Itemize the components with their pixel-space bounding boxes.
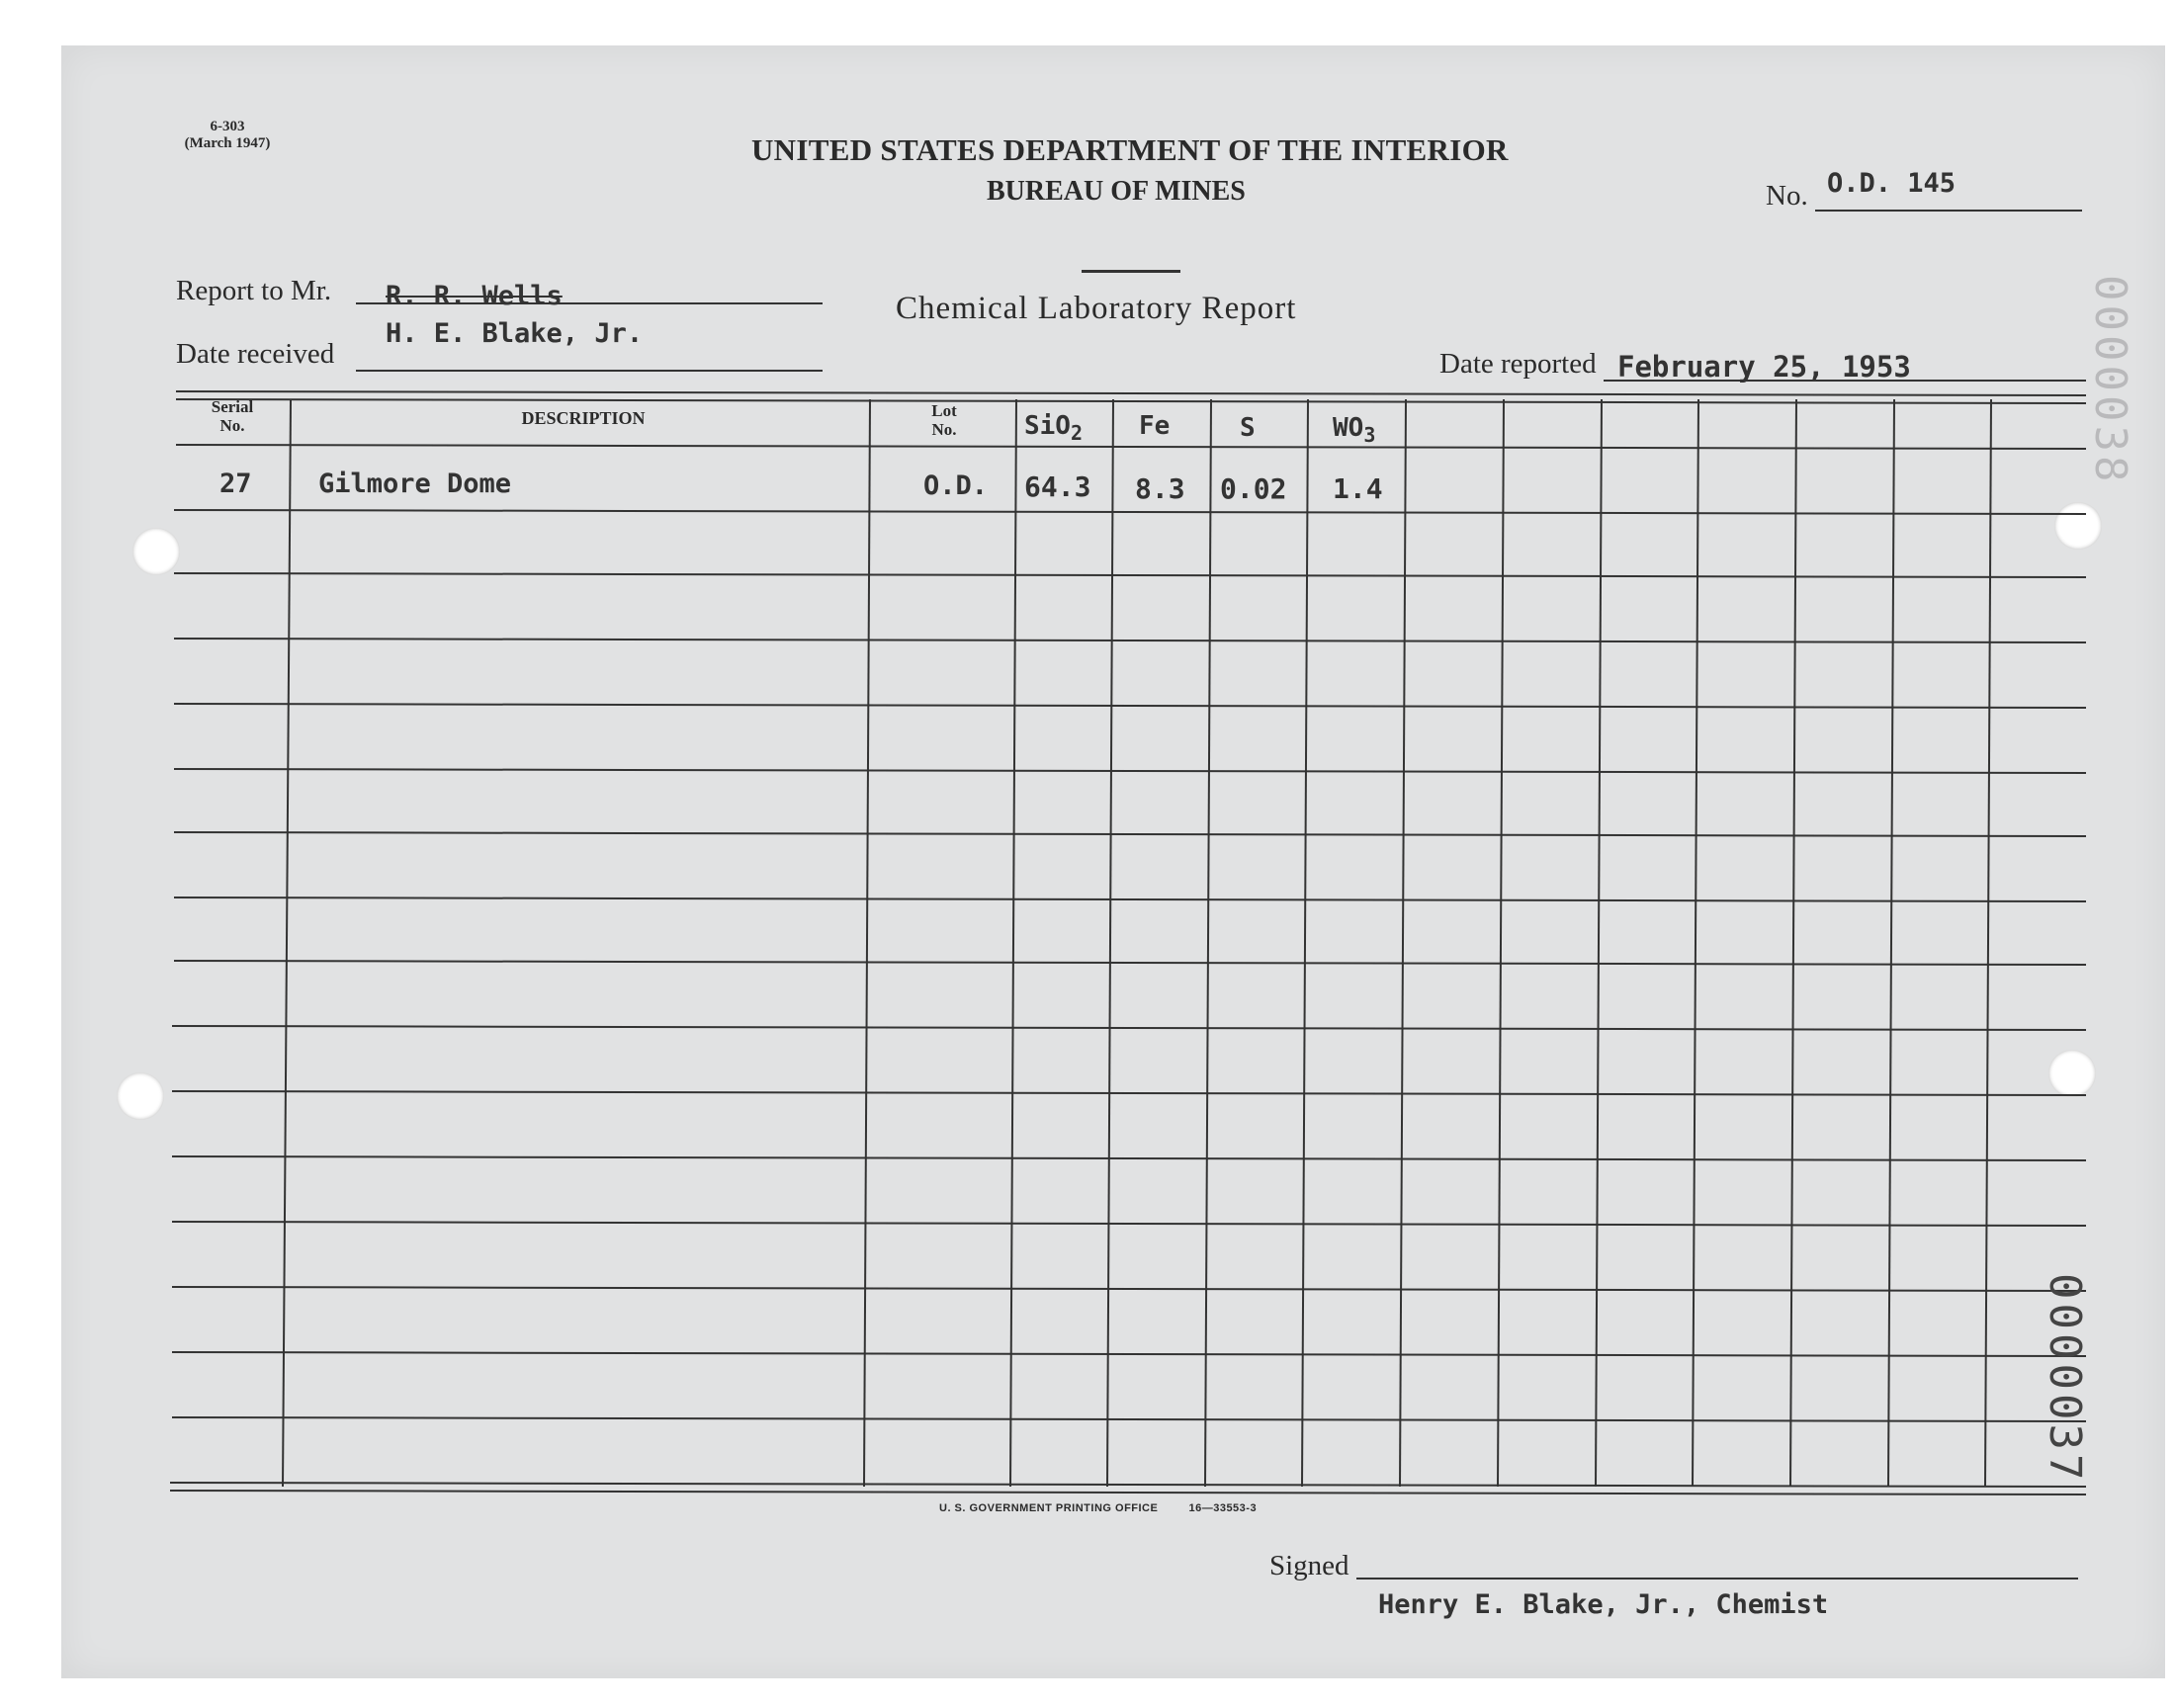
row-value-wo3: 1.4 bbox=[1333, 472, 1383, 505]
form-date: (March 1947) bbox=[184, 135, 271, 151]
analyte-header-sio2 bbox=[1024, 411, 1083, 445]
description-header: DESCRIPTION bbox=[521, 408, 646, 428]
side-stamp-faint: 0000038 bbox=[2085, 275, 2135, 486]
row-value-sio2: 64.3 bbox=[1024, 470, 1091, 503]
analyte-header-fe: Fe bbox=[1139, 411, 1171, 441]
report-to-struck: R. R. Wells bbox=[386, 281, 563, 311]
serial-header: Serial No. bbox=[211, 397, 254, 435]
form-number: 6-303 bbox=[210, 119, 245, 134]
date-reported-label: Date reported bbox=[1439, 348, 1597, 380]
bureau-heading: BUREAU OF MINES bbox=[987, 176, 1246, 207]
analyte-header-s: S bbox=[1240, 413, 1256, 443]
row-serial: 27 bbox=[219, 469, 252, 499]
signed-label: Signed bbox=[1269, 1550, 1349, 1581]
row-lot: O.D. bbox=[923, 470, 989, 501]
analyte-header-wo3: $WO_3$ bbox=[1333, 413, 1376, 448]
analyte-header-sio2-text: SiO$_2$ bbox=[1024, 411, 1084, 446]
signature-underline bbox=[1356, 1578, 2078, 1580]
row-description: Gilmore Dome bbox=[318, 469, 512, 499]
row-value-s: 0.02 bbox=[1220, 472, 1287, 505]
signature-typed: Henry E. Blake, Jr., Chemist bbox=[1378, 1589, 1829, 1620]
printing-office: U. S. GOVERNMENT PRINTING OFFICE bbox=[939, 1502, 1159, 1514]
print-code: 16—33553-3 bbox=[1188, 1502, 1258, 1514]
lot-header: Lot No. bbox=[931, 401, 957, 439]
report-title: Chemical Laboratory Report bbox=[896, 291, 1297, 326]
no-value: O.D. 145 bbox=[1827, 168, 1957, 199]
report-to-value: H. E. Blake, Jr. bbox=[386, 318, 644, 349]
date-reported-value: February 25, 1953 bbox=[1617, 350, 1911, 384]
side-stamp: 0000037 bbox=[2040, 1273, 2090, 1485]
no-label: No. bbox=[1766, 180, 1808, 212]
report-to-label: Report to Mr. bbox=[176, 275, 332, 306]
date-received-label: Date received bbox=[176, 338, 335, 370]
printing-office-line bbox=[939, 1502, 1257, 1514]
row-value-fe: 8.3 bbox=[1135, 472, 1185, 505]
department-heading: UNITED STATES DEPARTMENT OF THE INTERIOR bbox=[751, 132, 1509, 167]
